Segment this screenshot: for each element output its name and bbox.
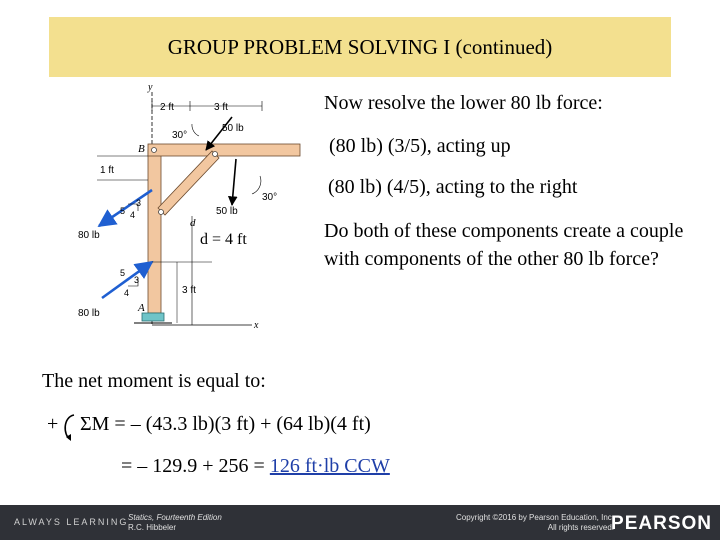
tri-lower-5: 5 — [120, 268, 126, 278]
tri-upper-4: 4 — [130, 210, 136, 220]
footer-copyright — [456, 513, 614, 533]
dim-3ft-top: 3 ft — [214, 102, 228, 113]
equation-line-2 — [121, 452, 390, 480]
footer-tagline: ALWAYS LEARNING — [14, 517, 129, 527]
dim-1ft: 1 ft — [100, 165, 114, 176]
resolve-text: Now resolve the lower 80 lb force: — [324, 92, 603, 114]
tri-upper-5: 5 — [120, 206, 126, 216]
equation-line-1: ΣM = – (43.3 lb)(3 ft) + (64 lb)(4 ft) — [80, 413, 371, 435]
y-axis-label: y — [148, 82, 153, 93]
equation-plus: + — [47, 413, 59, 435]
vertical-member — [148, 150, 161, 313]
force-80lb-lower: 80 lb — [78, 308, 100, 319]
x-axis-label: x — [254, 320, 259, 331]
point-a: A — [138, 302, 145, 314]
net-moment-label: The net moment is equal to: — [42, 370, 266, 392]
force-50lb-mid-arrow — [232, 159, 236, 205]
support-a — [142, 313, 164, 321]
title-bar — [49, 17, 671, 77]
footer-bar — [0, 505, 720, 540]
force-50lb-top: 50 lb — [222, 123, 244, 134]
force-80lb-upper-arrow — [99, 190, 152, 226]
label-d: d — [190, 217, 196, 229]
diagonal-brace — [158, 151, 219, 215]
component-right: (80 lb) (4/5), acting to the right — [328, 176, 578, 198]
force-50lb-mid: 50 lb — [216, 206, 238, 217]
pearson-logo: PEARSON — [611, 513, 712, 534]
equation-answer: 126 ft·lb CCW — [269, 455, 390, 477]
equation-line-2-prefix: = – 129.9 + 256 = — [121, 455, 265, 477]
d-equals-label: d = 4 ft — [200, 231, 247, 248]
dim-2ft: 2 ft — [160, 102, 174, 113]
dim-3ft-bottom: 3 ft — [182, 285, 196, 296]
tri-upper-3: 3 — [136, 198, 142, 208]
ccw-curl-icon — [60, 411, 76, 443]
angle-30-left: 30° — [172, 130, 188, 141]
component-up: (80 lb) (3/5), acting up — [329, 135, 511, 157]
footer-book-author: R.C. Hibbeler — [128, 523, 177, 532]
footer-book-info — [128, 513, 222, 533]
angle-30-right: 30° — [262, 192, 278, 203]
frame-diagram — [72, 80, 322, 335]
footer-copyright-line2: All rights reserved. — [547, 523, 614, 532]
tri-lower-3: 3 — [134, 275, 140, 285]
footer-book-title: Statics, Fourteenth Edition — [128, 513, 222, 522]
point-b: B — [138, 143, 145, 155]
tri-lower-4: 4 — [124, 288, 130, 298]
horizontal-member — [148, 144, 300, 156]
footer-copyright-line1: Copyright ©2016 by Pearson Education, Inc. — [456, 513, 614, 522]
question-text: Do both of these components create a couple with components of the other 80 lb force? — [324, 220, 684, 270]
force-80lb-upper: 80 lb — [78, 230, 100, 241]
slide-title: GROUP PROBLEM SOLVING I (continued) — [167, 35, 553, 59]
